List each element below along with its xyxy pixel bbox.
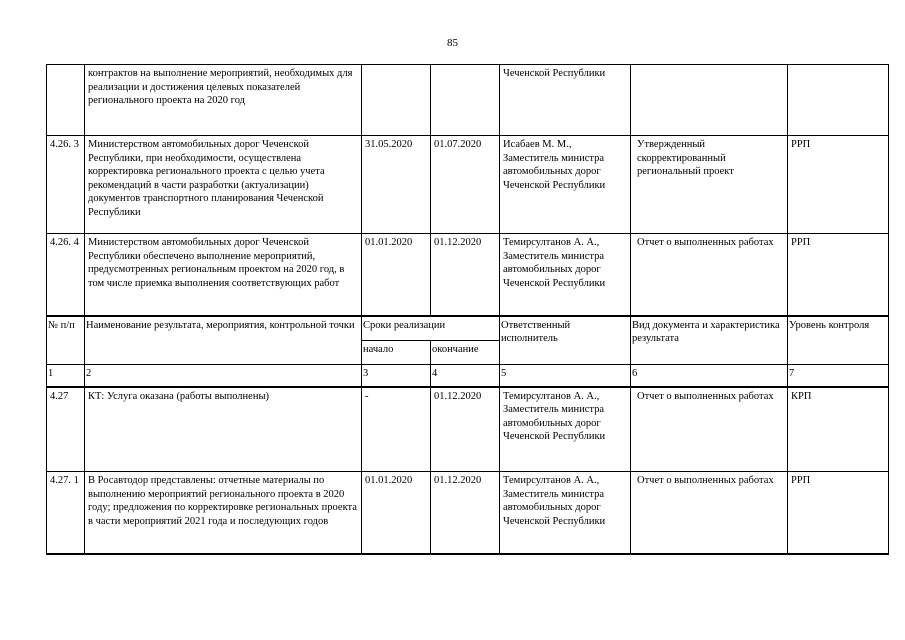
cell-control: РРП — [788, 472, 889, 554]
header-name: Наименование результата, мероприятия, контрольной точки — [85, 316, 362, 365]
table-row — [47, 472, 889, 554]
cell-name: В Росавтодор представлены: отчетные материалы по выполнению мероприятий регионального проекта в 2020 году; предложения по корректировке региональных проекта в части мероприятий 2021 года и последующих годов — [85, 472, 362, 554]
table-row — [47, 387, 889, 472]
table-row — [47, 136, 889, 234]
header-num: № п/п — [47, 316, 85, 365]
cell-num — [47, 65, 85, 136]
column-number: 7 — [788, 365, 889, 387]
cell-responsible: Темирсултанов А. А., Заместитель министра автомобильных дорог Чеченской Республики — [500, 472, 631, 554]
cell-control: РРП — [788, 234, 889, 316]
cell-doc-type: Отчет о выполненных работах — [631, 234, 788, 316]
cell-name: контрактов на выполнение мероприятий, необходимых для реализации и достижения целевых показателей регионального проекта на 2020 год — [85, 65, 362, 136]
cell-doc-type: Отчет о выполненных работах — [631, 387, 788, 472]
table-row — [47, 234, 889, 316]
cell-end: 01.07.2020 — [431, 136, 500, 234]
cell-num: 4.27 — [47, 387, 85, 472]
header-start: начало — [362, 341, 431, 365]
header-responsible: Ответственный исполнитель — [500, 316, 631, 365]
cell-end: 01.12.2020 — [431, 387, 500, 472]
cell-start: - — [362, 387, 431, 472]
cell-num: 4.27. 1 — [47, 472, 85, 554]
cell-start: 01.01.2020 — [362, 472, 431, 554]
cell-end: 01.12.2020 — [431, 234, 500, 316]
column-number: 5 — [500, 365, 631, 387]
cell-control — [788, 65, 889, 136]
cell-doc-type — [631, 65, 788, 136]
activities-table — [46, 64, 889, 555]
column-number: 6 — [631, 365, 788, 387]
column-number: 3 — [362, 365, 431, 387]
header-row — [47, 316, 889, 341]
cell-num: 4.26. 3 — [47, 136, 85, 234]
table-row — [47, 65, 889, 136]
cell-start — [362, 65, 431, 136]
cell-responsible: Темирсултанов А. А., Заместитель министра автомобильных дорог Чеченской Республики — [500, 234, 631, 316]
column-number: 4 — [431, 365, 500, 387]
column-numbers-row — [47, 365, 889, 387]
cell-end — [431, 65, 500, 136]
column-number: 1 — [47, 365, 85, 387]
cell-name: Министерством автомобильных дорог Чеченской Республики обеспечено выполнение мероприятий, предусмотренных региональным проектом на 2020 год, в том числе приемка выполнения соответствующих работ — [85, 234, 362, 316]
cell-control: РРП — [788, 136, 889, 234]
cell-name: КТ: Услуга оказана (работы выполнены) — [85, 387, 362, 472]
header-doc-type: Вид документа и характеристика результата — [631, 316, 788, 365]
header-control: Уровень контроля — [788, 316, 889, 365]
cell-responsible: Исабаев М. М., Заместитель министра автомобильных дорог Чеченской Республики — [500, 136, 631, 234]
cell-responsible: Темирсултанов А. А., Заместитель министра автомобильных дорог Чеченской Республики — [500, 387, 631, 472]
header-end: окончание — [431, 341, 500, 365]
cell-start: 31.05.2020 — [362, 136, 431, 234]
cell-start: 01.01.2020 — [362, 234, 431, 316]
header-dates: Сроки реализации — [362, 316, 500, 341]
cell-end: 01.12.2020 — [431, 472, 500, 554]
cell-doc-type: Утвержденный скорректированный региональный проект — [631, 136, 788, 234]
cell-num: 4.26. 4 — [47, 234, 85, 316]
cell-name: Министерством автомобильных дорог Чеченской Республики, при необходимости, осуществлена корректировка регионального проекта с целью учета рекомендаций в части разработки (актуализации) документов транспортного планирования Чеченской Республики — [85, 136, 362, 234]
cell-doc-type: Отчет о выполненных работах — [631, 472, 788, 554]
page-number: 85 — [447, 37, 458, 49]
cell-responsible: Чеченской Республики — [500, 65, 631, 136]
cell-control: КРП — [788, 387, 889, 472]
column-number: 2 — [85, 365, 362, 387]
